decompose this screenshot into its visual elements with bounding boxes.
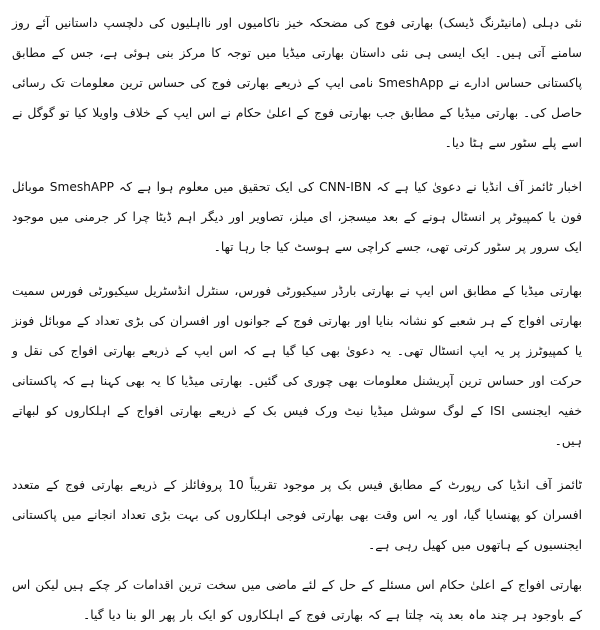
paragraph-facebook-profiles: ٹائمز آف انڈیا کی رپورٹ کے مطابق فیس بک پر موجود تقریباً 10 پروفائلز کے ذریعے بھارتی فوج کے متعدد افسران کو پھنسایا گیا، اور یہ اس وقت بھی بھارتی فوجی اہلکاروں کی بہت بڑی تعداد انجانے میں پاکستانی ایجنسیوں کے ہاتھوں میں کھیل رہی ہے۔ — [12, 478, 582, 552]
paragraph-intro: نئی دہلی (مانیٹرنگ ڈیسک) بھارتی فوج کی مضحکہ خیز ناکامیوں اور نااہلیوں کی دلچسپ داستانیں آئے روز سامنے آتی ہیں۔ ایک ایسی ہی نئی داستان بھارتی میڈیا میں توجہ کا مرکز بنی ہوئی ہے، جس کے مطابق پاکستانی حساس ادارے نے SmeshApp نامی ایپ کے ذریعے بھارتی فوج کی حساس ترین معلومات تک رسائی حاصل کی۔ بھارتی میڈیا کے مطابق جب بھارتی فوج کے اعلیٰ حکام نے اس ایپ کے خلاف واویلا کیا تو گوگل نے اسے پلے سٹور سے ہٹا دیا۔ — [12, 16, 582, 150]
paragraph-conclusion: بھارتی افواج کے اعلیٰ حکام اس مسئلے کے حل کے لئے ماضی میں سخت ترین اقدامات کر چکے ہیں لیکن اس کے باوجود ہر چند ماہ بعد پتہ چلتا ہے کہ بھارتی فوج کے اہلکاروں کو ایک بار پھر الو بنا دیا گیا۔ — [12, 578, 582, 622]
paragraph-cnn-ibn-report: اخبار ٹائمز آف انڈیا نے دعویٰ کیا ہے کہ CNN-IBN کی ایک تحقیق میں معلوم ہوا ہے کہ SmeshAPP موبائل فون یا کمپیوٹر پر انسٹال ہونے کے بعد میسجز، ای میلز، تصاویر اور دیگر اہم ڈیٹا چرا کر جرمنی میں موجود ایک سرور پر سٹور کرتی تھی، جسے کراچی سے ہوسٹ کیا جا رہا تھا۔ — [12, 180, 582, 254]
paragraph-media-claims: بھارتی میڈیا کے مطابق اس ایپ نے بھارتی بارڈر سیکیورٹی فورس، سنٹرل انڈسٹریل سیکیورٹی فورس سمیت بھارتی افواج کے ہر شعبے کو نشانہ بنایا اور بھارتی فوج کے جوانوں اور افسران کی بڑی تعداد کے موبائل فونز یا کمپیوٹرز پر یہ ایپ انسٹال تھی۔ یہ دعویٰ بھی کیا گیا ہے کہ اس ایپ کے ذریعے بھارتی افواج کی نقل و حرکت اور حساس ترین آپریشنل معلومات بھی چوری کی گئیں۔ بھارتی میڈیا کا یہ بھی کہنا ہے کہ پاکستانی خفیہ ایجنسی ISI کے لوگ سوشل میڈیا نیٹ ورک فیس بک کے ذریعے بھارتی افواج کے اہلکاروں کو لبھاتے ہیں۔ — [12, 284, 582, 448]
